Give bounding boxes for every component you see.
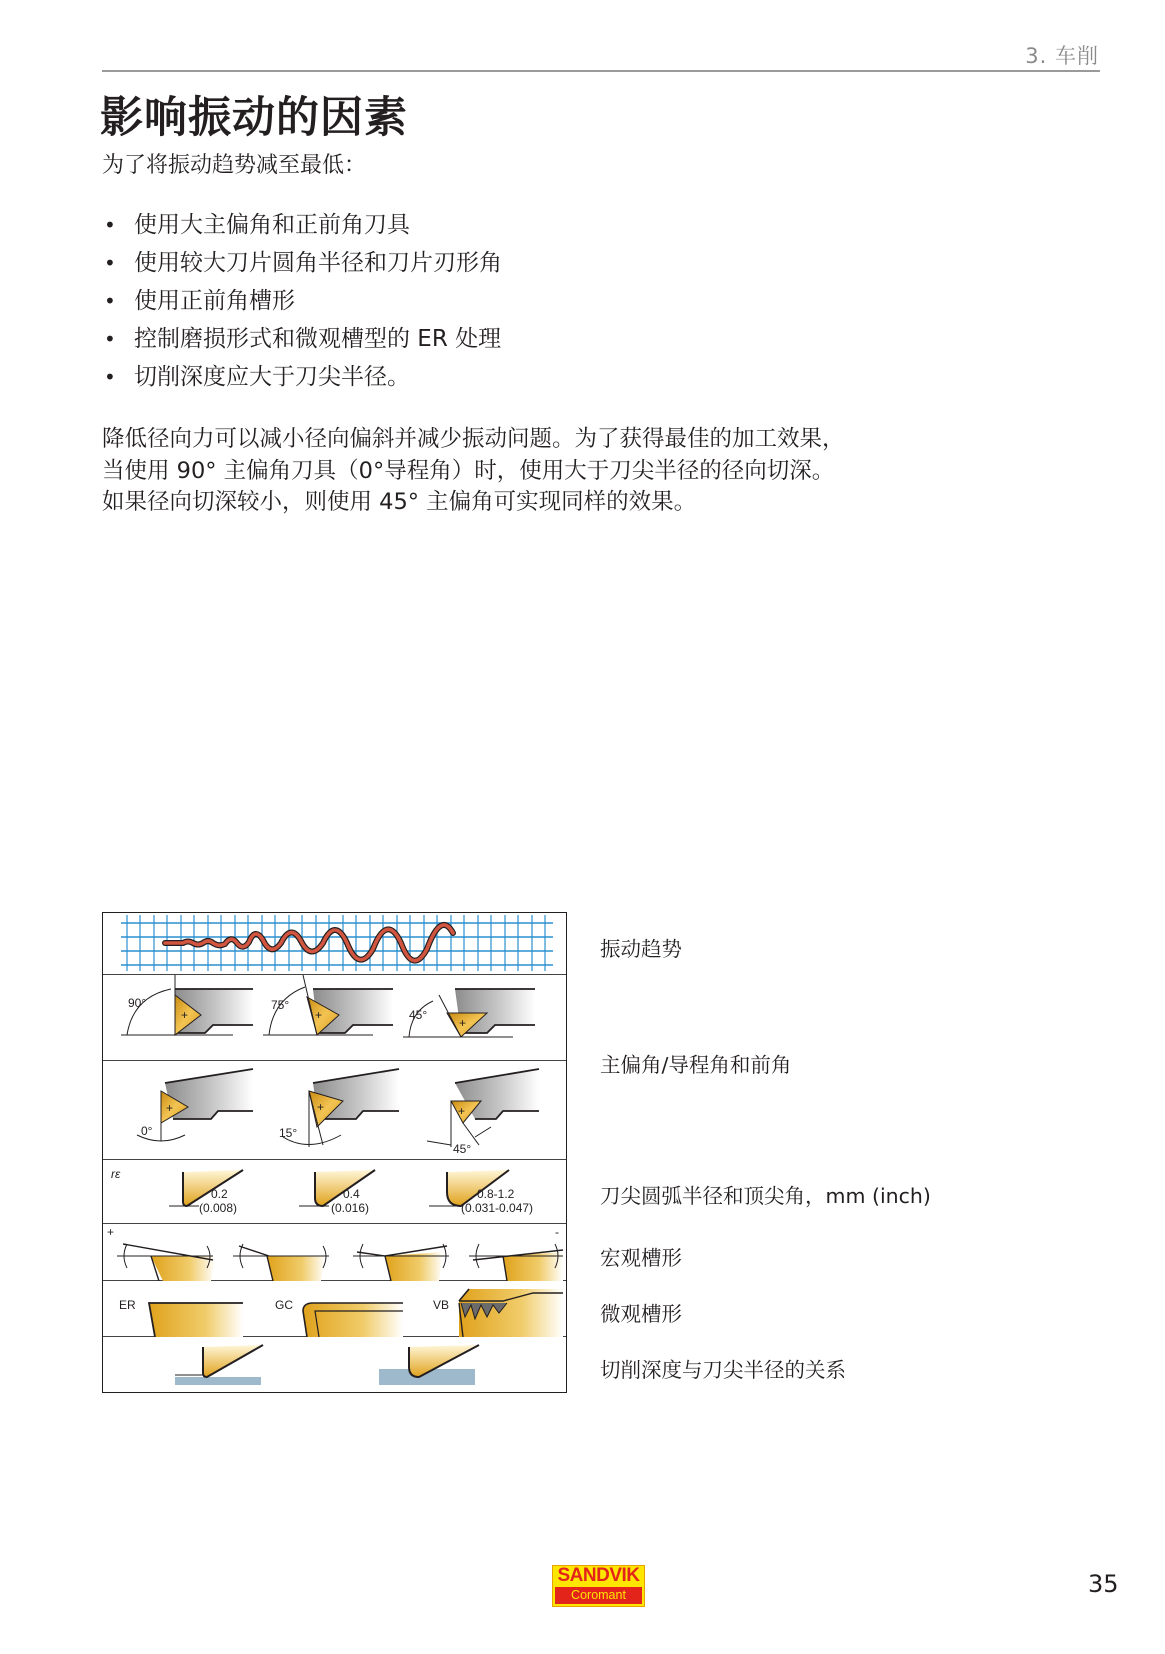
entering-angle-row (103, 975, 566, 1061)
body-paragraph: 降低径向力可以减小径向偏斜并减少振动问题。为了获得最佳的加工效果，当使用 90° 主偏角刀具（0°导程角）时，使用大于刀尖半径的径向切深。如果径向切深较小，则使用 45° 主偏角可实现同样的效果。 (102, 426, 845, 515)
nose-radius-graphic (103, 1160, 566, 1224)
label-entering-angle: 主偏角/导程角和前角 (600, 1053, 792, 1077)
intro-text: 为了将振动趋势减至最低： (102, 153, 367, 178)
label-nose-radius: 刀尖圆弧半径和顶尖角，mm (inch) (600, 1184, 931, 1208)
angle-label-0: 0° (141, 1124, 153, 1138)
nose-radius-row (103, 1160, 566, 1224)
page-title: 影响振动的因素 (100, 93, 408, 143)
radius-inch-1: (0.016) (331, 1201, 370, 1215)
bullet-item: • 使用正前角槽形 (102, 282, 502, 320)
macro-geometry-row (103, 1224, 566, 1281)
svg-text:+: + (315, 1008, 323, 1022)
radius-mm-2: 0.8-1.2 (477, 1187, 515, 1201)
radius-inch-2: (0.031-0.047) (461, 1201, 534, 1215)
radius-inch-0: (0.008) (199, 1201, 238, 1215)
vibration-factors-figure (102, 912, 567, 1393)
micro-geometry-row (103, 1281, 566, 1337)
micro-type-er: ER (119, 1298, 136, 1312)
bullet-item: • 控制磨损形式和微观槽型的 ER 处理 (102, 320, 502, 358)
positive-sign: + (107, 1225, 115, 1239)
bullet-icon: • (104, 213, 116, 237)
depth-of-cut-row (103, 1337, 566, 1394)
depth-of-cut-graphic (103, 1337, 566, 1394)
angle-label-15: 15° (279, 1126, 298, 1140)
micro-geometry-graphic (103, 1281, 566, 1337)
micro-type-gc: GC (275, 1298, 293, 1312)
label-depth-of-cut: 切削深度与刀尖半径的关系 (600, 1358, 846, 1382)
macro-geometry-graphic (103, 1224, 566, 1281)
bullet-item: • 切削深度应大于刀尖半径。 (102, 358, 502, 396)
lead-angle-graphic (103, 1061, 566, 1160)
radius-mm-1: 0.4 (343, 1187, 360, 1201)
header-rule (102, 70, 1100, 72)
angle-label-45-lead: 45° (453, 1142, 472, 1156)
negative-sign: - (555, 1225, 559, 1239)
angle-label-45: 45° (409, 1008, 428, 1022)
label-macro-geometry: 宏观槽形 (600, 1246, 682, 1270)
sandvik-coromant-logo: SANDVIK Coromant (552, 1565, 645, 1607)
bullet-list (102, 206, 502, 396)
bullet-icon: • (104, 289, 116, 313)
svg-text:+: + (166, 1101, 174, 1115)
bullet-icon: • (104, 327, 116, 351)
chapter-header: 3. 车削 (1025, 44, 1099, 68)
angle-label-75: 75° (271, 998, 290, 1012)
bullet-icon: • (104, 365, 116, 389)
lead-angle-row (103, 1061, 566, 1160)
entering-angle-graphic (103, 975, 566, 1061)
nose-radius-symbol: rε (111, 1167, 121, 1181)
radius-mm-0: 0.2 (211, 1187, 228, 1201)
svg-text:+: + (181, 1008, 189, 1022)
bullet-icon: • (104, 251, 116, 275)
label-micro-geometry: 微观槽形 (600, 1302, 682, 1326)
micro-type-vb: VB (433, 1298, 450, 1312)
svg-text:+: + (317, 1100, 325, 1114)
bullet-item: • 使用大主偏角和正前角刀具 (102, 206, 502, 244)
label-vibration-trend: 振动趋势 (600, 937, 682, 961)
bullet-item: • 使用较大刀片圆角半径和刀片刃形角 (102, 244, 502, 282)
angle-label-90: 90° (128, 996, 147, 1010)
vibration-trend-row (103, 913, 566, 975)
svg-text:+: + (458, 1104, 466, 1118)
page-number: 35 (1088, 1570, 1119, 1598)
vibration-wave-graphic (103, 913, 566, 975)
svg-text:+: + (459, 1016, 467, 1030)
